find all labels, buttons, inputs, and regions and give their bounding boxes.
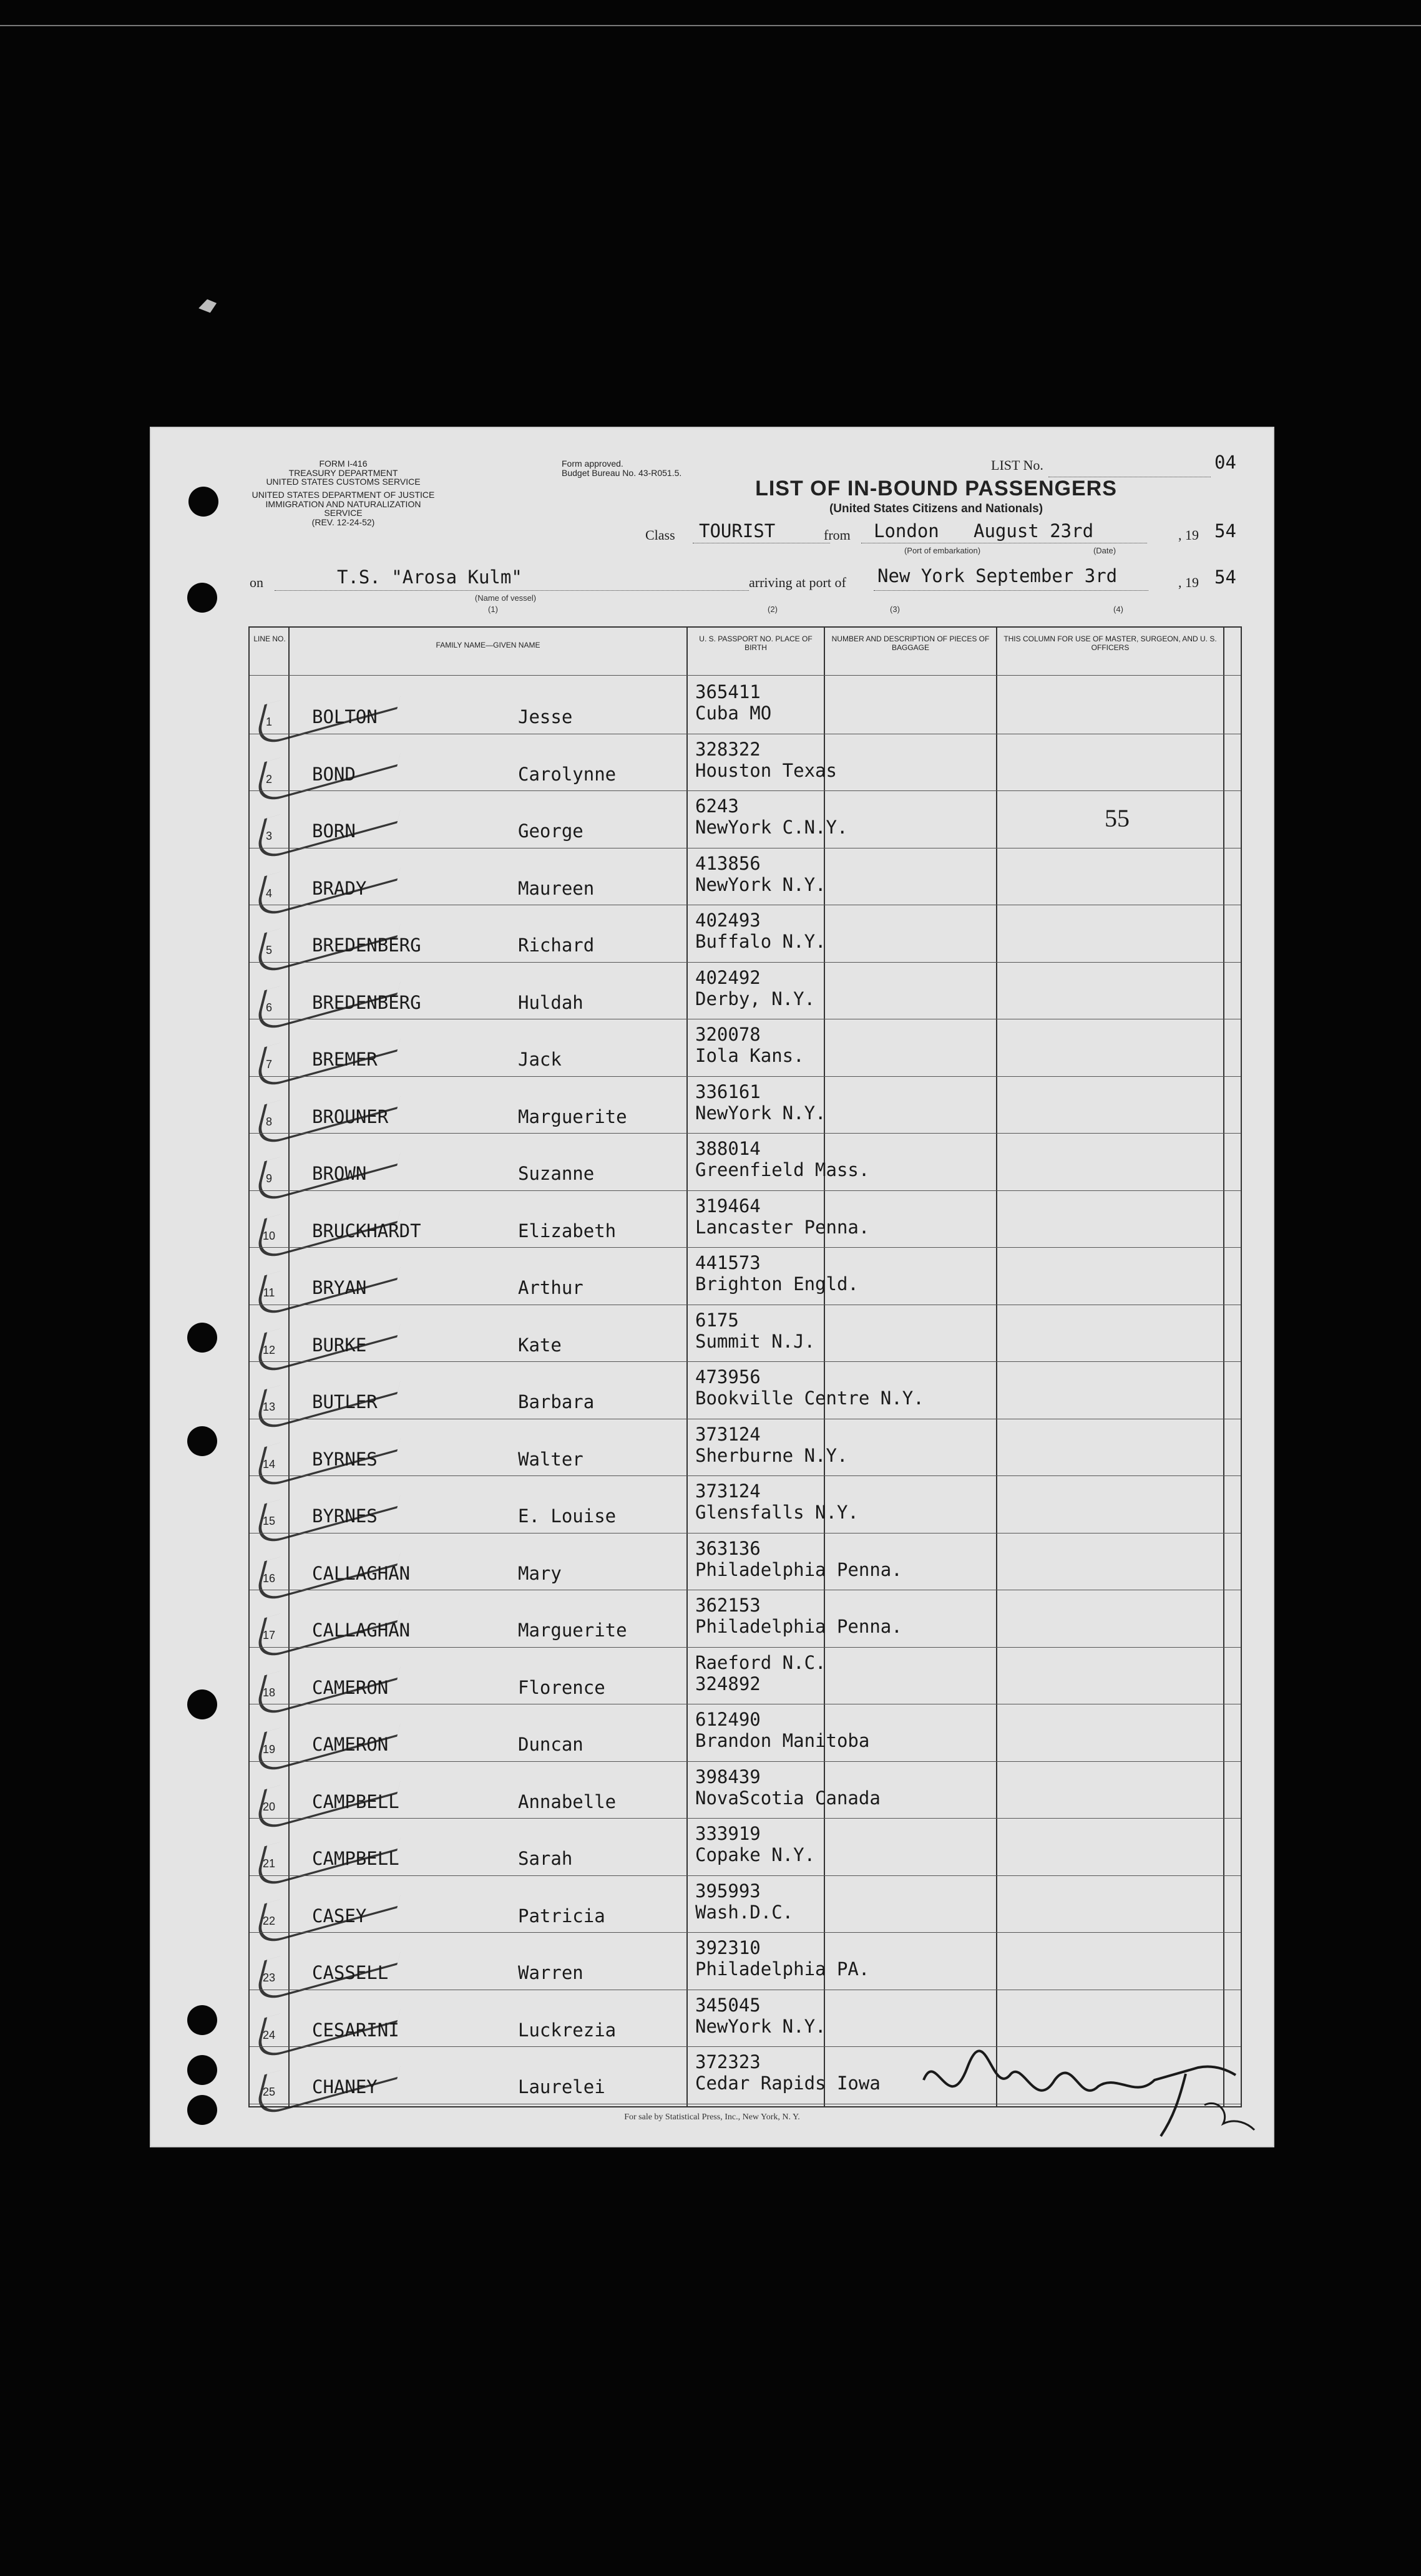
family-name: BOND xyxy=(312,763,356,785)
list-no-label: LIST No. xyxy=(991,457,1043,473)
vessel-name: T.S. "Arosa Kulm" xyxy=(337,566,522,588)
line-number: 21 xyxy=(262,1857,276,1870)
line-number: 9 xyxy=(265,1172,272,1185)
given-name: Suzanne xyxy=(518,1163,595,1184)
line-number: 3 xyxy=(265,830,272,842)
passport-number: 402493 xyxy=(695,910,761,931)
table-row xyxy=(250,1990,1241,2046)
passport-number: 320078 xyxy=(695,1024,761,1045)
table-row xyxy=(250,1305,1241,1361)
passport-number: 413856 xyxy=(695,852,761,874)
given-name: Richard xyxy=(518,935,595,956)
place-of-birth: Sherburne N.Y. xyxy=(695,1444,848,1466)
given-name: Barbara xyxy=(518,1391,595,1412)
place-of-birth: Philadelphia Penna. xyxy=(695,1616,902,1637)
given-name: Florence xyxy=(518,1676,605,1698)
line-number: 22 xyxy=(262,1914,276,1927)
line-number: 14 xyxy=(262,1457,276,1470)
revision-label: (REV. 12-24-52) xyxy=(311,517,375,528)
line-number: 24 xyxy=(262,2028,276,2041)
immigration-label: IMMIGRATION AND NATURALIZATION SERVICE xyxy=(265,498,421,518)
line-number: 16 xyxy=(262,1572,276,1585)
line-number: 11 xyxy=(263,1286,275,1299)
place-of-birth: Brandon Manitoba xyxy=(695,1730,870,1751)
table-row xyxy=(250,1761,1241,1817)
line-number: 23 xyxy=(262,1971,276,1984)
passport-number: 388014 xyxy=(695,1138,761,1159)
passenger-manifest-page xyxy=(150,427,1274,2147)
line-number: 7 xyxy=(265,1058,272,1071)
given-name: Arthur xyxy=(518,1277,584,1298)
given-name: Duncan xyxy=(518,1734,584,1755)
treasury-label: TREASURY DEPARTMENT xyxy=(288,467,398,478)
given-name: Patricia xyxy=(518,1905,605,1927)
line-number: 13 xyxy=(262,1401,276,1413)
line-number: 19 xyxy=(262,1743,276,1756)
family-name: BOLTON xyxy=(312,706,378,727)
family-name: CASEY xyxy=(312,1905,367,1927)
passport-number: 373124 xyxy=(695,1423,761,1445)
place-of-birth: Wash.D.C. xyxy=(695,1901,794,1923)
passport-number: 6175 xyxy=(695,1309,739,1331)
table-row xyxy=(250,1019,1241,1075)
arrival-port-date: New York September 3rd xyxy=(877,565,1118,586)
table-row xyxy=(250,1133,1241,1189)
place-of-birth: NewYork C.N.Y. xyxy=(695,817,848,838)
line-number: 2 xyxy=(265,772,272,785)
on-label: on xyxy=(250,575,263,590)
table-row xyxy=(250,1475,1241,1532)
passport-number: 612490 xyxy=(695,1709,761,1730)
family-name: BRUCKHARDT xyxy=(312,1220,421,1242)
table-row xyxy=(250,1533,1241,1589)
family-name: BRADY xyxy=(312,877,367,899)
table-row xyxy=(250,1247,1241,1303)
place-of-birth: Philadelphia Penna. xyxy=(695,1558,902,1580)
place-of-birth: Houston Texas xyxy=(695,759,837,781)
table-row xyxy=(250,962,1241,1018)
table-row xyxy=(250,1419,1241,1475)
column-number-2: (2) xyxy=(768,605,778,614)
column-number-4: (4) xyxy=(1113,605,1123,614)
family-name: CASSELL xyxy=(312,1962,389,1983)
family-name: BREDENBERG xyxy=(312,991,421,1013)
line-number: 5 xyxy=(265,944,272,956)
header-passport-birthplace: U. S. PASSPORT NO. PLACE OF BIRTH xyxy=(699,634,813,652)
passenger-table xyxy=(248,626,1242,2107)
place-of-birth: NewYork N.Y. xyxy=(695,873,826,895)
passport-number: 333919 xyxy=(695,1823,761,1844)
place-of-birth: Cuba MO xyxy=(695,702,772,724)
port-of-embarkation: London xyxy=(874,520,939,542)
column-number-1: (1) xyxy=(488,605,498,614)
table-row xyxy=(250,1647,1241,1703)
line-number: 4 xyxy=(265,887,272,900)
punch-hole xyxy=(187,2005,217,2035)
embark-year: 54 xyxy=(1214,520,1236,542)
passport-number: 6243 xyxy=(695,795,739,817)
place-of-birth: NovaScotia Canada xyxy=(695,1787,881,1809)
passport-number: 372323 xyxy=(695,2051,761,2073)
passport-number: 398439 xyxy=(695,1766,761,1787)
family-name: BROUNER xyxy=(312,1106,389,1127)
column-number-3: (3) xyxy=(890,605,900,614)
family-name: BRYAN xyxy=(312,1277,367,1298)
place-of-birth: Copake N.Y. xyxy=(695,1844,816,1865)
passport-number: 328322 xyxy=(695,738,761,760)
family-name: CAMPBELL xyxy=(312,1791,399,1812)
place-of-birth: NewYork N.Y. xyxy=(695,2015,826,2037)
embark-date: August 23rd xyxy=(974,520,1094,542)
given-name: Marguerite xyxy=(518,1620,627,1641)
family-name: BURKE xyxy=(312,1334,367,1356)
dust-speck xyxy=(197,297,219,316)
passport-number: 392310 xyxy=(695,1937,761,1958)
given-name: Laurelei xyxy=(518,2076,605,2097)
place-of-birth: Cedar Rapids Iowa xyxy=(695,2073,881,2094)
given-name: E. Louise xyxy=(518,1505,617,1527)
table-row xyxy=(250,905,1241,961)
vessel-caption: (Name of vessel) xyxy=(474,593,537,603)
check-mark xyxy=(253,2035,408,2118)
handwritten-signature xyxy=(911,2043,1261,2142)
officer-remark: 55 xyxy=(1105,804,1130,832)
class-label: Class xyxy=(645,527,675,543)
scan-edge-line xyxy=(0,25,1421,26)
line-number: 25 xyxy=(262,2086,276,2098)
passport-number: 336161 xyxy=(695,1081,761,1102)
line-number: 8 xyxy=(265,1115,272,1128)
given-name: Mary xyxy=(518,1562,562,1584)
family-name: CHANEY xyxy=(312,2076,378,2097)
passport-number: 365411 xyxy=(695,681,761,702)
vessel-rule xyxy=(275,590,749,591)
family-name: BREMER xyxy=(312,1049,378,1070)
place-of-birth: Summit N.J. xyxy=(695,1330,816,1352)
given-name: Luckrezia xyxy=(518,2019,617,2041)
line-number: 6 xyxy=(265,1001,272,1014)
place-of-birth: Glensfalls N.Y. xyxy=(695,1502,859,1523)
punch-hole xyxy=(187,1426,217,1456)
passport-number: 345045 xyxy=(695,1994,761,2016)
family-name: BROWN xyxy=(312,1163,367,1184)
family-name: BREDENBERG xyxy=(312,935,421,956)
form-agency-block xyxy=(250,459,437,527)
punch-hole xyxy=(187,583,217,613)
table-row xyxy=(250,1704,1241,1760)
place-of-birth: Buffalo N.Y. xyxy=(695,931,826,952)
place-of-birth: Lancaster Penna. xyxy=(695,1216,870,1238)
place-of-birth: NewYork N.Y. xyxy=(695,1102,826,1124)
arrival-rule xyxy=(874,590,1148,591)
passport-number: 373124 xyxy=(695,1480,761,1502)
punch-hole xyxy=(188,487,218,517)
embark-year-prefix: , 19 xyxy=(1178,527,1199,543)
given-name: Maureen xyxy=(518,877,595,899)
family-name: BUTLER xyxy=(312,1391,378,1412)
given-name: George xyxy=(518,820,584,842)
line-number: 12 xyxy=(262,1343,276,1356)
passport-number: 473956 xyxy=(695,1366,761,1388)
punch-hole xyxy=(187,2055,217,2085)
arriving-label: arriving at port of xyxy=(749,575,846,590)
justice-label: UNITED STATES DEPARTMENT OF JUSTICE xyxy=(251,490,435,500)
family-name: CAMERON xyxy=(312,1676,389,1698)
given-name: Walter xyxy=(518,1448,584,1470)
from-label: from xyxy=(824,527,851,543)
family-name: CALLAGHAN xyxy=(312,1562,411,1584)
line-number: 20 xyxy=(262,1800,276,1813)
given-name: Huldah xyxy=(518,991,584,1013)
header-family-given-name: FAMILY NAME—GIVEN NAME xyxy=(436,641,540,649)
given-name: Elizabeth xyxy=(518,1220,617,1242)
line-number: 10 xyxy=(262,1229,276,1242)
family-name: BYRNES xyxy=(312,1448,378,1470)
given-name: Kate xyxy=(518,1334,562,1356)
arrival-year: 54 xyxy=(1214,566,1236,588)
class-value: TOURIST xyxy=(699,520,776,542)
line-number: 17 xyxy=(262,1629,276,1641)
header-line-no: LINE NO. xyxy=(253,634,286,643)
table-row xyxy=(250,1361,1241,1417)
place-of-birth: Brighton Engld. xyxy=(695,1273,859,1295)
budget-label: Budget Bureau No. 43-R051.5. xyxy=(562,467,682,478)
table-row xyxy=(250,790,1241,847)
table-row xyxy=(250,1076,1241,1132)
passport-number: Raeford N.C. xyxy=(695,1651,826,1673)
port-caption: (Port of embarkation) xyxy=(904,546,981,555)
family-name: CAMERON xyxy=(312,1734,389,1755)
date-caption: (Date) xyxy=(1093,546,1116,555)
family-name: BYRNES xyxy=(312,1505,378,1527)
table-row xyxy=(250,1590,1241,1646)
family-name: CAMPBELL xyxy=(312,1848,399,1869)
given-name: Sarah xyxy=(518,1848,573,1869)
family-name: CALLAGHAN xyxy=(312,1620,411,1641)
given-name: Warren xyxy=(518,1962,584,1983)
table-row xyxy=(250,676,1241,732)
given-name: Marguerite xyxy=(518,1106,627,1127)
family-name: BORN xyxy=(312,820,356,842)
punch-hole xyxy=(187,1689,217,1719)
passport-number: 363136 xyxy=(695,1537,761,1559)
header-officers-use: THIS COLUMN FOR USE OF MASTER, SURGEON, AND U. S. OFFICERS xyxy=(1003,634,1217,652)
place-of-birth: Philadelphia PA. xyxy=(695,1958,870,1980)
table-row xyxy=(250,1875,1241,1932)
line-number: 15 xyxy=(262,1515,276,1527)
given-name: Carolynne xyxy=(518,763,617,785)
given-name: Annabelle xyxy=(518,1791,617,1812)
line-number: 18 xyxy=(262,1686,276,1699)
table-row xyxy=(250,1932,1241,1988)
place-of-birth: Iola Kans. xyxy=(695,1045,804,1066)
header-baggage: NUMBER AND DESCRIPTION OF PIECES OF BAGGAGE xyxy=(831,634,990,652)
passport-number: 362153 xyxy=(695,1595,761,1616)
passport-number: 395993 xyxy=(695,1880,761,1902)
table-row xyxy=(250,1190,1241,1247)
table-row xyxy=(250,734,1241,790)
list-no-value: 04 xyxy=(1214,452,1236,473)
given-name: Jack xyxy=(518,1049,562,1070)
approval-block xyxy=(562,459,736,477)
place-of-birth: 324892 xyxy=(695,1673,761,1694)
arrival-year-prefix: , 19 xyxy=(1178,575,1199,590)
form-title: LIST OF IN-BOUND PASSENGERS xyxy=(755,477,1117,500)
customs-label: UNITED STATES CUSTOMS SERVICE xyxy=(266,477,421,487)
line-number: 1 xyxy=(265,716,272,728)
passport-number: 441573 xyxy=(695,1252,761,1273)
form-number: FORM I-416 xyxy=(319,459,368,469)
given-name: Jesse xyxy=(518,706,573,727)
table-row xyxy=(250,848,1241,904)
punch-hole xyxy=(187,1323,217,1353)
family-name: CESARINI xyxy=(312,2019,399,2041)
place-of-birth: Bookville Centre N.Y. xyxy=(695,1388,924,1409)
approved-label: Form approved. xyxy=(562,459,623,469)
table-row xyxy=(250,1818,1241,1874)
printer-footer: For sale by Statistical Press, Inc., New York, N. Y. xyxy=(624,2112,800,2122)
passport-number: 319464 xyxy=(695,1195,761,1217)
place-of-birth: Derby, N.Y. xyxy=(695,988,816,1009)
passport-number: 402492 xyxy=(695,966,761,988)
place-of-birth: Greenfield Mass. xyxy=(695,1159,870,1180)
form-subtitle: (United States Citizens and Nationals) xyxy=(829,502,1043,515)
